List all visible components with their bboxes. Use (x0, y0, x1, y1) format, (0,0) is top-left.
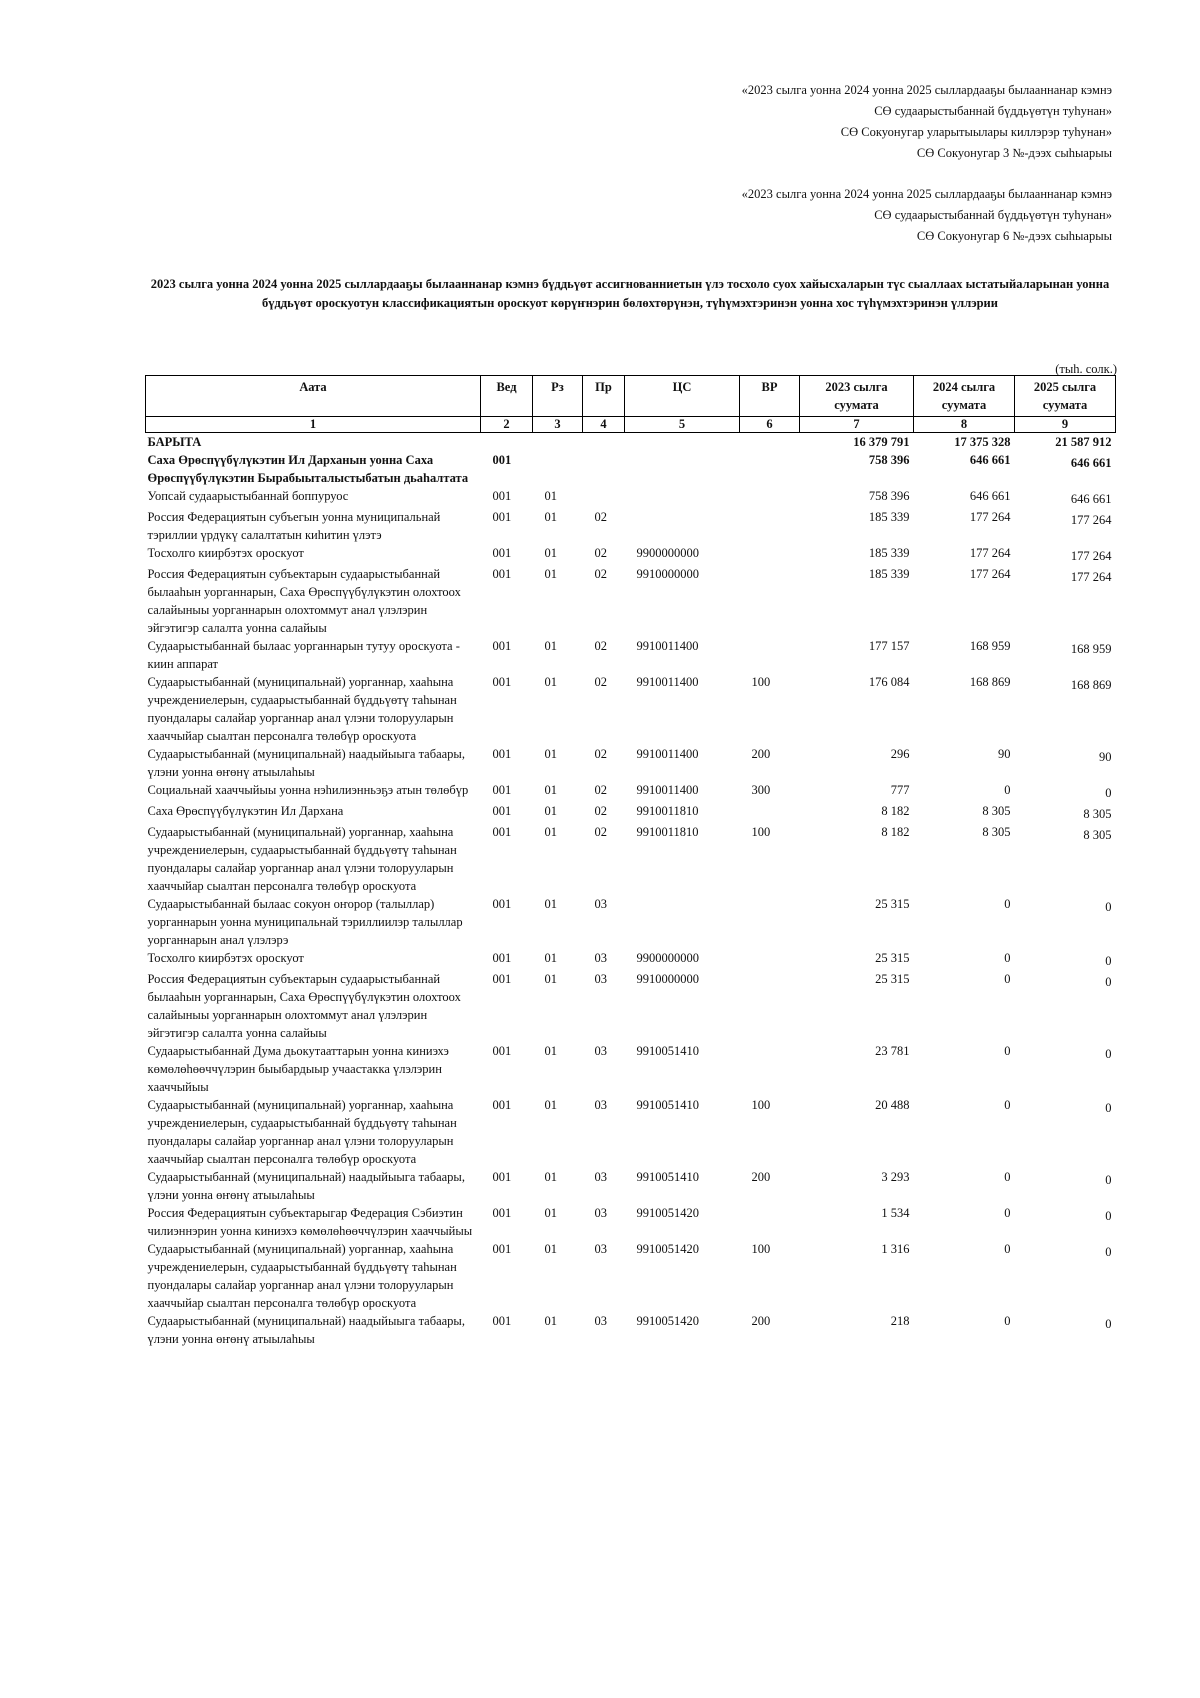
row-ved: 001 (492, 951, 512, 965)
table-row (146, 673, 1116, 745)
row-rz: 01 (544, 1314, 557, 1328)
table-row (146, 949, 1116, 970)
row-cs: 9910051410 (636, 1044, 699, 1058)
row-name: Саха Өрөспүүбүлүкэтин Ил Дархана (147, 804, 344, 818)
row-name: Саха Өрөспүүбүлүкэтин Ил Дарханын уонна Саха Өрөспүүбүлүкэтин Бырабыыталыстыбатын дьаһалтата (147, 453, 469, 485)
row-vr (740, 637, 800, 673)
row-cs: 9910011400 (636, 783, 699, 797)
row-rz: 01 (544, 510, 557, 524)
row-2023: 25 315 (875, 972, 910, 986)
row-ved: 001 (492, 804, 512, 818)
row-ved: 001 (492, 1314, 512, 1328)
row-ved: 001 (492, 1242, 512, 1256)
row-rz: 01 (544, 1242, 557, 1256)
empty-cell (533, 433, 583, 452)
row-pr (583, 451, 625, 487)
row-pr: 03 (594, 951, 607, 965)
row-2024: 8 305 (982, 804, 1011, 818)
row-cs: 9910011400 (636, 639, 699, 653)
row-cs: 9900000000 (636, 951, 699, 965)
row-ved: 001 (492, 747, 512, 761)
table-row (146, 802, 1116, 823)
row-2024: 0 (1004, 1314, 1011, 1328)
row-2024: 177 264 (969, 510, 1011, 524)
row-2024: 168 869 (969, 675, 1011, 689)
row-pr: 03 (594, 972, 607, 986)
row-ved: 001 (492, 453, 512, 467)
row-cs: 9900000000 (636, 546, 699, 560)
total-label: БАРЫТА (147, 435, 202, 449)
row-ved: 001 (492, 510, 512, 524)
row-2024: 0 (1004, 1170, 1011, 1184)
row-2024: 8 305 (982, 825, 1011, 839)
row-vr: 300 (751, 783, 771, 797)
row-2025: 646 661 (1070, 492, 1112, 506)
row-ved: 001 (492, 675, 512, 689)
row-2024: 0 (1004, 972, 1011, 986)
table-row (146, 895, 1116, 949)
table-row (146, 1042, 1116, 1096)
column-number: 2 (481, 417, 533, 433)
row-cs (625, 895, 740, 949)
column-number: 5 (625, 417, 740, 433)
row-2023: 3 293 (881, 1170, 910, 1184)
header-y2023: 2023 сылга суумата (800, 376, 914, 417)
row-name: Судаарыстыбаннай (муниципальнай) уорганнар, хааһына учреждениелерын, судаарыстыбаннай бүддьүөтү таһынан пуондалары салайар уорганнар анал үлэни толорууларын хааччыйар сыалтан персоналга төлөбүр ороскуота (147, 675, 457, 743)
row-2023: 8 182 (881, 804, 910, 818)
row-2025: 168 869 (1070, 678, 1112, 692)
row-2024: 0 (1004, 897, 1011, 911)
row-vr: 100 (751, 825, 771, 839)
row-pr: 03 (594, 897, 607, 911)
row-ved: 001 (492, 1170, 512, 1184)
row-cs: 9910051410 (636, 1170, 699, 1184)
row-2023: 185 339 (868, 567, 910, 581)
table-row (146, 1240, 1116, 1312)
header-ved: Вед (481, 376, 533, 417)
row-rz: 01 (544, 1170, 557, 1184)
row-2025: 8 305 (1083, 828, 1112, 842)
row-pr: 02 (594, 747, 607, 761)
row-pr: 02 (594, 510, 607, 524)
row-rz: 01 (544, 972, 557, 986)
budget-table (145, 375, 1116, 1348)
row-name: Россия Федерациятын субъегын уонна муниципальнай тэриллии үрдүкү салалтатын киһитин үлэтэ (147, 510, 441, 542)
row-cs (625, 487, 740, 508)
row-rz: 01 (544, 804, 557, 818)
row-pr: 02 (594, 675, 607, 689)
row-2024: 646 661 (969, 489, 1011, 503)
row-2024: 0 (1004, 951, 1011, 965)
row-ved: 001 (492, 567, 512, 581)
row-name: Судаарыстыбаннай (муниципальнай) наадыйыыга табаары, үлэни уонна өҥөнү атыылаһыы (147, 747, 465, 779)
row-rz: 01 (544, 546, 557, 560)
row-2023: 177 157 (868, 639, 910, 653)
row-pr: 03 (594, 1098, 607, 1112)
row-2025: 0 (1105, 1101, 1112, 1115)
row-vr (740, 895, 800, 949)
row-vr (740, 1204, 800, 1240)
row-2025: 8 305 (1083, 807, 1112, 821)
row-2023: 296 (890, 747, 910, 761)
row-2023: 176 084 (868, 675, 910, 689)
row-rz: 01 (544, 675, 557, 689)
row-2025: 0 (1105, 1317, 1112, 1331)
row-2024: 0 (1004, 1098, 1011, 1112)
header-y2025: 2025 сылга суумата (1015, 376, 1116, 417)
row-2023: 758 396 (868, 453, 910, 467)
row-2024: 0 (1004, 783, 1011, 797)
table-row (146, 637, 1116, 673)
empty-cell (583, 433, 625, 452)
row-vr (740, 970, 800, 1042)
row-ved: 001 (492, 546, 512, 560)
appendix-header-1 (742, 80, 1112, 164)
row-vr (740, 451, 800, 487)
document-title: 2023 сылга уонна 2024 уонна 2025 сыллардааҕы былааннанар кэмнэ бүддьүөт ассигнованниетын үлэ тосхоло суох хайысхаларын түс сыаллаах ыстатыйаларынан уонна бүддьүөт ороскуотун классификациятын ороскуот көрүҥнэрин бөлөхтөрүнэн, түһүмэхтэринэн уонна хос түһүмэхтэринэн үллэрии (150, 277, 1110, 310)
row-2024: 646 661 (969, 453, 1011, 467)
row-2025: 177 264 (1070, 549, 1112, 563)
row-rz: 01 (544, 639, 557, 653)
row-pr: 03 (594, 1044, 607, 1058)
row-ved: 001 (492, 1098, 512, 1112)
row-2025: 90 (1099, 750, 1112, 764)
column-number: 6 (740, 417, 800, 433)
row-rz: 01 (544, 489, 557, 503)
table-row (146, 781, 1116, 802)
table-row (146, 1204, 1116, 1240)
table-row (146, 970, 1116, 1042)
header-cs: ЦС (625, 376, 740, 417)
row-name: Уопсай судаарыстыбаннай боппуруос (147, 489, 349, 503)
header-rz: Рз (533, 376, 583, 417)
row-ved: 001 (492, 783, 512, 797)
row-name: Россия Федерациятын субъектарын судаарыстыбаннай былааһын уорганнарын, Саха Өрөспүүбүлүкэтин олохтоох салайыныы уорганнарын олохтоммут анал үлэлэрин эйгэтигэр салалта уонна салайыы (147, 972, 461, 1040)
column-number: 1 (146, 417, 481, 433)
appendix-header-1-line: СӨ судаарыстыбаннай бүддьүөтүн туһунан» (874, 104, 1112, 118)
row-2025: 0 (1105, 954, 1112, 968)
appendix-header-2 (742, 184, 1112, 247)
row-rz: 01 (544, 567, 557, 581)
row-ved: 001 (492, 489, 512, 503)
table-row (146, 1168, 1116, 1204)
total-row (146, 433, 1116, 452)
row-cs: 9910000000 (636, 972, 699, 986)
row-2024: 168 959 (969, 639, 1011, 653)
row-vr: 100 (751, 675, 771, 689)
row-vr (740, 949, 800, 970)
row-cs (625, 451, 740, 487)
row-vr: 100 (751, 1242, 771, 1256)
appendix-header-1-line: СӨ Сокуонугар 3 №-дээх сыһыарыы (916, 146, 1112, 160)
row-name: Судаарыстыбаннай (муниципальнай) уорганнар, хааһына учреждениелерын, судаарыстыбаннай бүддьүөтү таһынан пуондалары салайар уорганнар анал үлэни толорууларын хааччыйар сыалтан персоналга төлөбүр ороскуота (147, 825, 457, 893)
header-name: Аата (146, 376, 481, 417)
row-vr (740, 544, 800, 565)
row-name: Судаарыстыбаннай Дума дьокутааттарын уонна киниэхэ көмөлөһөөччүлэрин быыбардыыр учаастакка үлэлэрин хааччыйыы (147, 1044, 449, 1094)
row-2023: 25 315 (875, 951, 910, 965)
table-row (146, 487, 1116, 508)
column-number-row (146, 417, 1116, 433)
row-ved: 001 (492, 972, 512, 986)
row-cs (625, 508, 740, 544)
row-2025: 0 (1105, 975, 1112, 989)
row-2024: 0 (1004, 1242, 1011, 1256)
row-2023: 20 488 (875, 1098, 910, 1112)
empty-cell (625, 433, 740, 452)
row-name: Судаарыстыбаннай (муниципальнай) уорганнар, хааһына учреждениелерын, судаарыстыбаннай бүддьүөтү таһынан пуондалары салайар уорганнар анал үлэни толорууларын хааччыйар сыалтан персоналга төлөбүр ороскуота (147, 1242, 457, 1310)
column-number: 3 (533, 417, 583, 433)
column-number: 8 (914, 417, 1015, 433)
row-2025: 177 264 (1070, 513, 1112, 527)
row-name: Россия Федерациятын субъектарын судаарыстыбаннай былааһын уорганнарын, Саха Өрөспүүбүлүкэтин олохтоох салайыныы уорганнарын олохтоммут анал үлэлэрин эйгэтигэр салалта уонна салайыы (147, 567, 461, 635)
row-cs: 9910051420 (636, 1314, 699, 1328)
row-2025: 0 (1105, 1209, 1112, 1223)
row-2023: 8 182 (881, 825, 910, 839)
row-name: Судаарыстыбаннай (муниципальнай) наадыйыыга табаары, үлэни уонна өҥөнү атыылаһыы (147, 1170, 465, 1202)
row-cs: 9910051410 (636, 1098, 699, 1112)
row-2023: 777 (890, 783, 910, 797)
row-2024: 177 264 (969, 567, 1011, 581)
row-vr: 200 (751, 747, 771, 761)
row-2025: 168 959 (1070, 642, 1112, 656)
row-2025: 0 (1105, 1047, 1112, 1061)
row-pr: 03 (594, 1206, 607, 1220)
appendix-header-1-line: СӨ Сокуонугар уларытыылары киллэрэр туһунан» (840, 125, 1112, 139)
row-name: Судаарыстыбаннай (муниципальнай) уорганнар, хааһына учреждениелерын, судаарыстыбаннай бүддьүөтү таһынан пуондалары салайар уорганнар анал үлэни толорууларын хааччыйар сыалтан персоналга төлөбүр ороскуота (147, 1098, 457, 1166)
table-row (146, 823, 1116, 895)
row-ved: 001 (492, 1044, 512, 1058)
row-vr (740, 802, 800, 823)
row-2024: 0 (1004, 1206, 1011, 1220)
row-vr (740, 487, 800, 508)
row-rz: 01 (544, 951, 557, 965)
row-pr: 03 (594, 1314, 607, 1328)
row-cs: 9910000000 (636, 567, 699, 581)
appendix-header-1-line: «2023 сылга уонна 2024 уонна 2025 сыллардааҕы былааннанар кэмнэ (741, 83, 1112, 97)
row-2025: 0 (1105, 786, 1112, 800)
row-2023: 758 396 (868, 489, 910, 503)
header-y2024: 2024 сылга суумата (914, 376, 1015, 417)
unit-label: (тыһ. солк.) (1055, 362, 1117, 376)
table-row (146, 544, 1116, 565)
row-vr (740, 508, 800, 544)
row-pr: 02 (594, 804, 607, 818)
column-number: 7 (800, 417, 914, 433)
row-2024: 177 264 (969, 546, 1011, 560)
row-rz: 01 (544, 897, 557, 911)
table-row (146, 508, 1116, 544)
row-name: Социальнай хааччыйыы уонна нэһилиэнньэҕэ атын төлөбүр (147, 783, 469, 797)
header-vr: ВР (740, 376, 800, 417)
total-2024: 17 375 328 (954, 435, 1011, 449)
row-2025: 646 661 (1070, 456, 1112, 470)
row-ved: 001 (492, 1206, 512, 1220)
row-2023: 25 315 (875, 897, 910, 911)
row-vr: 200 (751, 1314, 771, 1328)
row-cs: 9910051420 (636, 1206, 699, 1220)
row-vr: 200 (751, 1170, 771, 1184)
row-2023: 218 (890, 1314, 910, 1328)
row-pr (583, 487, 625, 508)
row-2025: 0 (1105, 1245, 1112, 1259)
header-pr: Пр (583, 376, 625, 417)
row-ved: 001 (492, 897, 512, 911)
row-2023: 185 339 (868, 510, 910, 524)
row-ved: 001 (492, 639, 512, 653)
row-cs: 9910011400 (636, 747, 699, 761)
row-2023: 185 339 (868, 546, 910, 560)
row-vr: 100 (751, 1098, 771, 1112)
column-number: 4 (583, 417, 625, 433)
empty-cell (740, 433, 800, 452)
row-pr: 03 (594, 1242, 607, 1256)
row-pr: 03 (594, 1170, 607, 1184)
row-cs: 9910011400 (636, 675, 699, 689)
row-2025: 0 (1105, 900, 1112, 914)
total-2025: 21 587 912 (1055, 435, 1112, 449)
total-2023: 16 379 791 (853, 435, 910, 449)
row-name: Россия Федерациятын субъектарыгар Федерация Сэбиэтин чилиэннэрин уонна киниэхэ көмөлөһөөччүлэрин хааччыйыы (147, 1206, 473, 1238)
row-2023: 23 781 (875, 1044, 910, 1058)
row-rz: 01 (544, 783, 557, 797)
row-cs: 9910051420 (636, 1242, 699, 1256)
row-2024: 90 (998, 747, 1011, 761)
row-rz: 01 (544, 1098, 557, 1112)
row-rz: 01 (544, 1206, 557, 1220)
row-vr (740, 1042, 800, 1096)
appendix-header-2-line: «2023 сылга уонна 2024 уонна 2025 сыллардааҕы былааннанар кэмнэ (741, 187, 1112, 201)
row-pr: 02 (594, 825, 607, 839)
row-rz: 01 (544, 825, 557, 839)
row-pr: 02 (594, 546, 607, 560)
table-row (146, 745, 1116, 781)
row-name: Тосхолго киирбэтэх ороскуот (147, 546, 304, 560)
row-name: Тосхолго киирбэтэх ороскуот (147, 951, 304, 965)
row-pr: 02 (594, 567, 607, 581)
row-cs: 9910011810 (636, 804, 699, 818)
row-rz: 01 (544, 1044, 557, 1058)
row-ved: 001 (492, 825, 512, 839)
row-pr: 02 (594, 639, 607, 653)
row-cs: 9910011810 (636, 825, 699, 839)
empty-cell (481, 433, 533, 452)
appendix-header-2-line: СӨ Сокуонугар 6 №-дээх сыһыарыы (916, 229, 1112, 243)
row-name: Судаарыстыбаннай былаас сокуон оҥорор (талыллар) уорганнарын уонна муниципальнай тэриллиилэр талыллар уорганнарын анал үлэлэрэ (147, 897, 463, 947)
row-2024: 0 (1004, 1044, 1011, 1058)
table-row (146, 1096, 1116, 1168)
table-row (146, 451, 1116, 487)
table-row (146, 1312, 1116, 1348)
appendix-header-2-line: СӨ судаарыстыбаннай бүддьүөтүн туһунан» (874, 208, 1112, 222)
column-number: 9 (1015, 417, 1116, 433)
row-2025: 177 264 (1070, 570, 1112, 584)
row-2025: 0 (1105, 1173, 1112, 1187)
row-name: Судаарыстыбаннай (муниципальнай) наадыйыыга табаары, үлэни уонна өҥөнү атыылаһыы (147, 1314, 465, 1346)
row-vr (740, 565, 800, 637)
row-pr: 02 (594, 783, 607, 797)
row-rz (533, 451, 583, 487)
table-row (146, 565, 1116, 637)
table-header-row (146, 376, 1116, 417)
row-2023: 1 534 (881, 1206, 910, 1220)
row-rz: 01 (544, 747, 557, 761)
row-2023: 1 316 (881, 1242, 910, 1256)
row-name: Судаарыстыбаннай былаас уорганнарын тутуу ороскуота - киин аппарат (147, 639, 460, 671)
